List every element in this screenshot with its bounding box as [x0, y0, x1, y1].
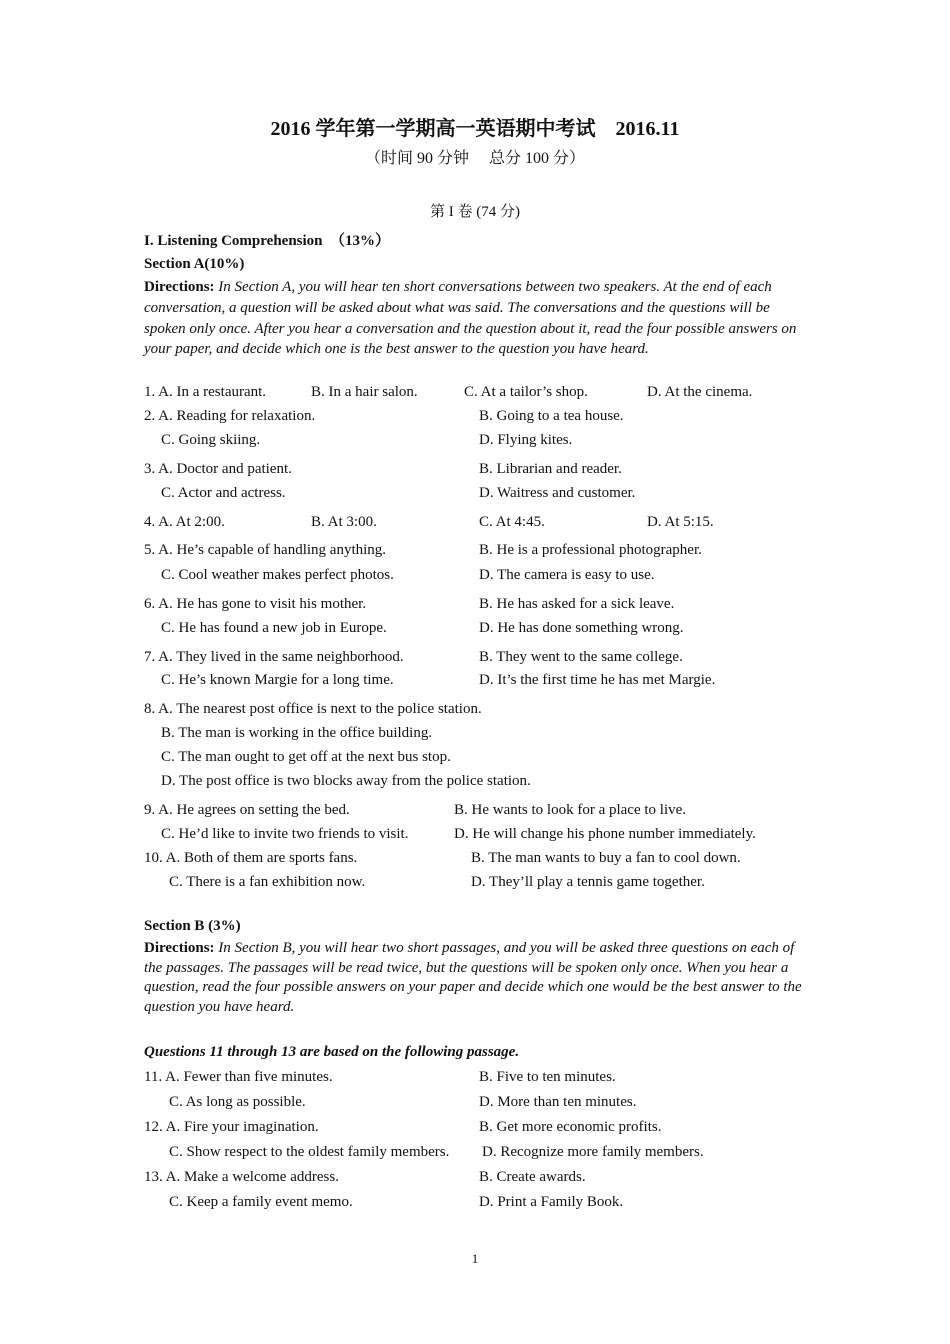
q10-option-d: D. They’ll play a tennis game together. [471, 874, 705, 890]
q8-option-a: 8. A. The nearest post office is next to the police station. [144, 701, 482, 717]
q10-option-a: 10. A. Both of them are sports fans. [144, 850, 358, 866]
q2-option-b: B. Going to a tea house. [479, 408, 624, 424]
section-b-directions [144, 939, 809, 1017]
q5-option-c: C. Cool weather makes perfect photos. [161, 567, 394, 583]
q9-option-a: 9. A. He agrees on setting the bed. [144, 802, 350, 818]
page-number: 1 [471, 1251, 479, 1266]
q12-option-d: D. Recognize more family members. [482, 1144, 704, 1160]
directions-label: Directions: [144, 279, 215, 295]
q12-option-b: B. Get more economic profits. [479, 1119, 662, 1135]
q4-option-a: 4. A. At 2:00. [144, 514, 225, 530]
q7-option-c: C. He’s known Margie for a long time. [161, 672, 394, 688]
exam-subtitle: （时间 90 分钟 总分 100 分） [364, 150, 585, 167]
q13-option-c: C. Keep a family event memo. [169, 1194, 353, 1210]
q6-option-a: 6. A. He has gone to visit his mother. [144, 596, 367, 612]
q8-option-c: C. The man ought to get off at the next bus stop. [161, 749, 451, 765]
exam-title: 2016 学年第一学期高一英语期中考试 2016.11 [270, 118, 680, 140]
q13-option-a: 13. A. Make a welcome address. [144, 1169, 339, 1185]
q3-option-d: D. Waitress and customer. [479, 485, 636, 501]
q9-option-c: C. He’d like to invite two friends to visit. [161, 826, 409, 842]
q7-option-a: 7. A. They lived in the same neighborhood. [144, 649, 404, 665]
q1-option-d: D. At the cinema. [647, 384, 753, 400]
q9-option-d: D. He will change his phone number immediately. [454, 826, 756, 842]
q5-option-d: D. The camera is easy to use. [479, 567, 655, 583]
q10-option-c: C. There is a fan exhibition now. [169, 874, 366, 890]
q3-option-c: C. Actor and actress. [161, 485, 286, 501]
q2-option-a: 2. A. Reading for relaxation. [144, 408, 316, 424]
q13-option-d: D. Print a Family Book. [479, 1194, 624, 1210]
q5-option-b: B. He is a professional photographer. [479, 542, 702, 558]
q1-option-c: C. At a tailor’s shop. [464, 384, 588, 400]
section-b-heading: Section B (3%) [144, 918, 241, 934]
q11-option-d: D. More than ten minutes. [479, 1094, 637, 1110]
q8-option-b: B. The man is working in the office building. [161, 725, 433, 741]
q11-option-b: B. Five to ten minutes. [479, 1069, 616, 1085]
q8-option-d: D. The post office is two blocks away from the police station. [161, 773, 531, 789]
q5-option-a: 5. A. He’s capable of handling anything. [144, 542, 387, 558]
q11-option-c: C. As long as possible. [169, 1094, 306, 1110]
q6-option-b: B. He has asked for a sick leave. [479, 596, 675, 612]
q2-option-c: C. Going skiing. [161, 432, 261, 448]
volume-heading: 第 I 卷 (74 分) [430, 204, 520, 220]
q6-option-c: C. He has found a new job in Europe. [161, 620, 387, 636]
q4-option-d: D. At 5:15. [647, 514, 714, 530]
q4-option-b: B. At 3:00. [311, 514, 377, 530]
q1-option-b: B. In a hair salon. [311, 384, 418, 400]
q2-option-d: D. Flying kites. [479, 432, 573, 448]
q12-option-c: C. Show respect to the oldest family members. [169, 1144, 450, 1160]
q3-option-a: 3. A. Doctor and patient. [144, 461, 292, 477]
section-a-heading: Section A(10%) [144, 256, 245, 272]
q4-option-c: C. At 4:45. [479, 514, 545, 530]
q6-option-d: D. He has done something wrong. [479, 620, 684, 636]
q11-option-a: 11. A. Fewer than five minutes. [144, 1069, 333, 1085]
directions-text: In Section B, you will hear two short passages, and you will be asked three questions on each of the passages. The passages will be read twice, but the questions will be spoken only once. When you hear a question, read the four possible answers on your paper and decide which one would be the best answer to the question you have heard. [144, 940, 802, 1015]
passage-note: Questions 11 through 13 are based on the following passage. [144, 1044, 520, 1060]
q1-option-a: 1. A. In a restaurant. [144, 384, 267, 400]
q9-option-b: B. He wants to look for a place to live. [454, 802, 687, 818]
q10-option-b: B. The man wants to buy a fan to cool down. [471, 850, 741, 866]
part-heading-listening: I. Listening Comprehension （13%） [144, 233, 391, 249]
q13-option-b: B. Create awards. [479, 1169, 586, 1185]
q7-option-d: D. It’s the first time he has met Margie. [479, 672, 716, 688]
q3-option-b: B. Librarian and reader. [479, 461, 622, 477]
section-a-directions [144, 277, 809, 360]
q7-option-b: B. They went to the same college. [479, 649, 683, 665]
directions-text: In Section A, you will hear ten short conversations between two speakers. At the end of each conversation, a question will be asked about what was said. The conversations and the questions will be spoken only once. After you hear a conversation and the question about it, read the four possible answers on your paper, and decide which one is the best answer to the question you have heard. [144, 279, 797, 358]
q12-option-a: 12. A. Fire your imagination. [144, 1119, 319, 1135]
directions-label: Directions: [144, 940, 215, 956]
